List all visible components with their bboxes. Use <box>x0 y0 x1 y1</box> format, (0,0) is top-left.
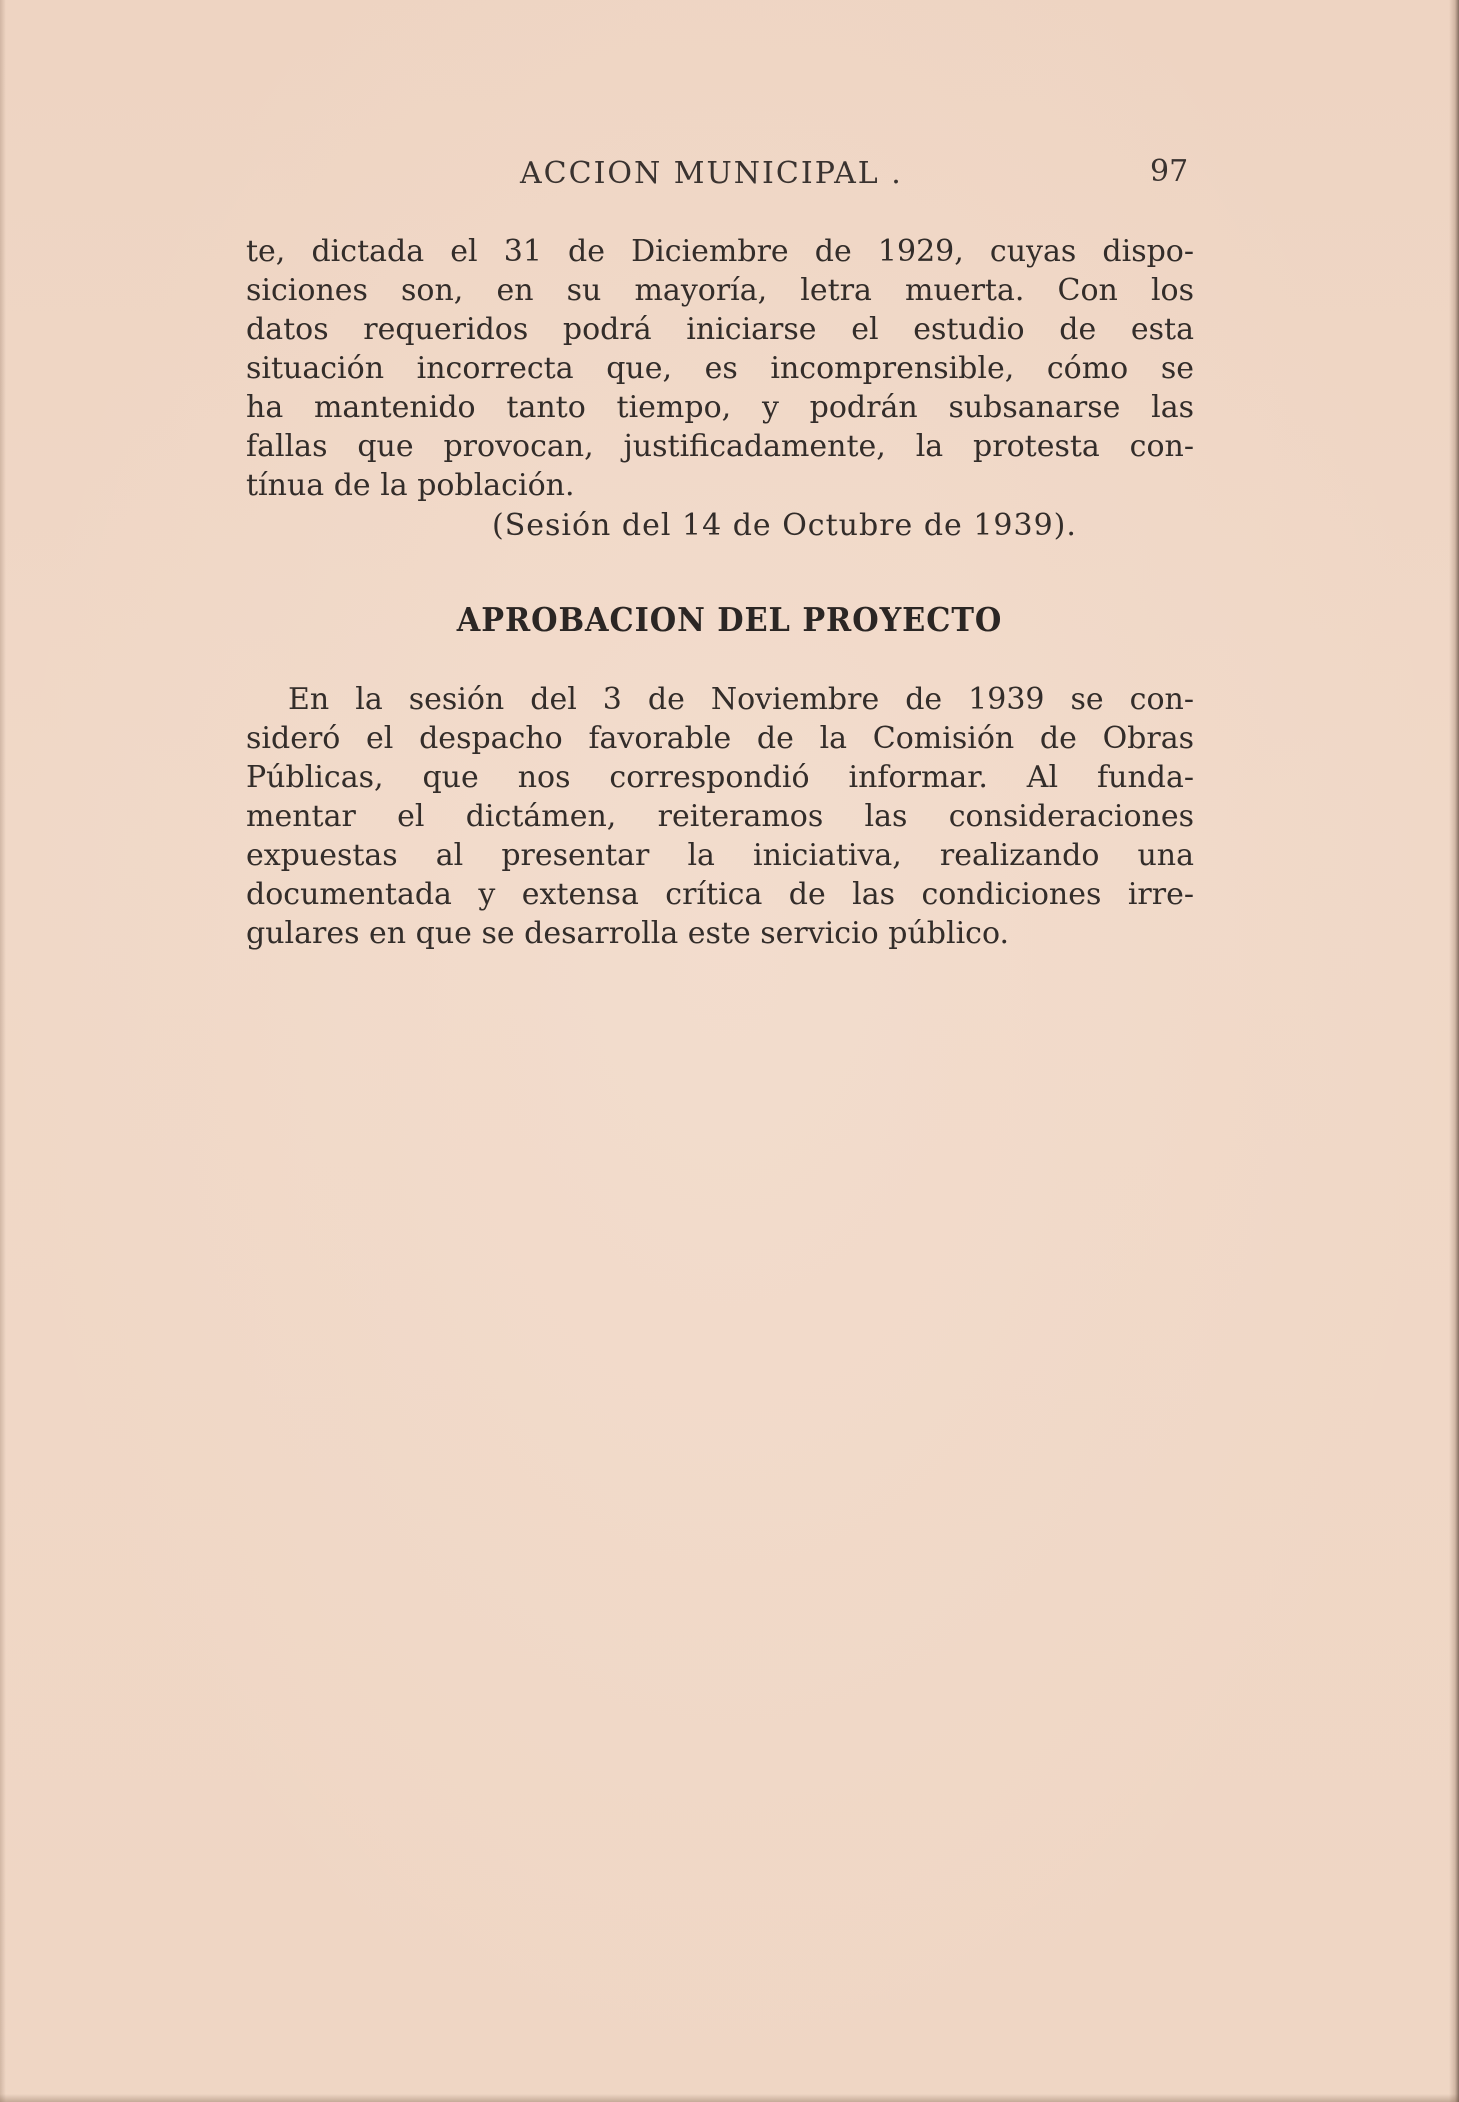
paragraph-2 <box>246 680 1194 953</box>
text-line: Públicas, que nos correspondió informar. Al funda- <box>246 760 1194 795</box>
text-line: ha mantenido tanto tiempo, y podrán subsanarse las <box>246 390 1194 425</box>
section-heading-text: APROBACION DEL PROYECTO <box>456 600 1003 639</box>
text-line: expuestas al presentar la iniciativa, realizando una <box>246 838 1194 873</box>
session-note: (Sesión del 14 de Octubre de 1939). <box>492 508 1077 543</box>
text-line: tínua de la población. <box>246 468 575 503</box>
text-line: siciones son, en su mayoría, letra muerta. Con los <box>246 273 1194 308</box>
text-line: documentada y extensa crítica de las condiciones irre- <box>246 877 1194 912</box>
text-line: sideró el despacho favorable de la Comisión de Obras <box>246 721 1194 756</box>
section-heading <box>0 600 1459 639</box>
page-number: 97 <box>1150 154 1189 189</box>
text-line: mentar el dictámen, reiteramos las consideraciones <box>246 799 1194 834</box>
text-line: situación incorrecta que, es incomprensible, cómo se <box>246 351 1194 386</box>
paragraph-1 <box>246 232 1194 505</box>
page-edge-left <box>0 0 6 2102</box>
page-edge-bottom <box>0 2094 1459 2102</box>
text-line: gulares en que se desarrolla este servicio público. <box>246 916 1010 951</box>
text-line: En la sesión del 3 de Noviembre de 1939 se con- <box>288 682 1194 717</box>
text-line: te, dictada el 31 de Diciembre de 1929, cuyas dispo- <box>246 234 1194 269</box>
text-line: fallas que provocan, justificadamente, la protesta con- <box>246 429 1194 464</box>
running-title: ACCION MUNICIPAL . <box>520 156 903 191</box>
text-line: datos requeridos podrá iniciarse el estudio de esta <box>246 312 1194 347</box>
page-edge-right <box>1449 0 1459 2102</box>
